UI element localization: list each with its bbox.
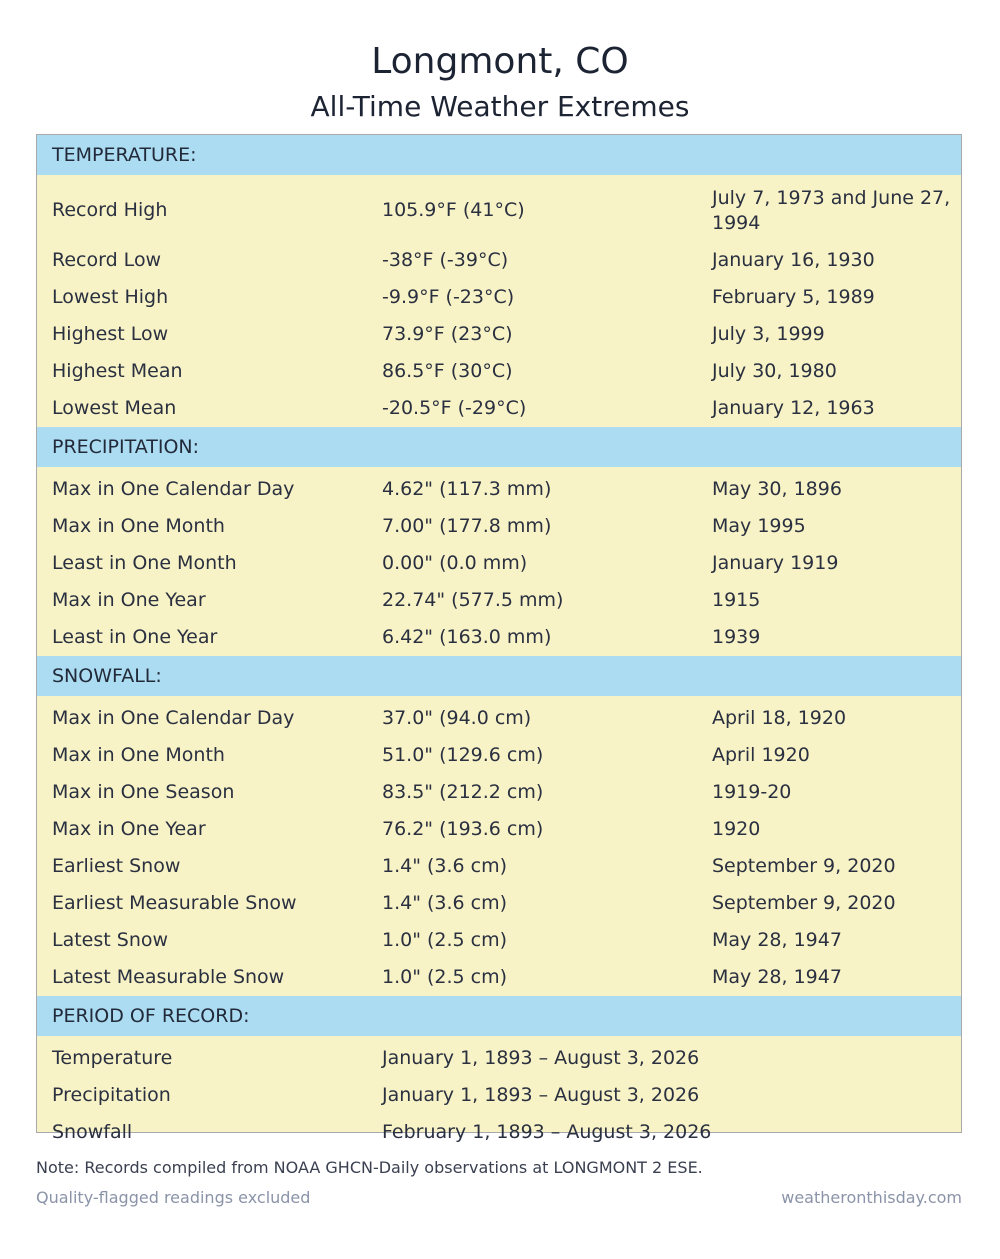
table-row [37,885,961,922]
row-date: April 1920 [712,744,810,766]
row-label: Earliest Snow [52,855,181,877]
section-header-period: PERIOD OF RECORD: [37,996,961,1036]
row-date: May 28, 1947 [712,966,842,988]
table-row [37,508,961,545]
table-row [37,922,961,959]
row-date: 1919-20 [712,781,792,803]
row-date: May 30, 1896 [712,478,842,500]
row-label: Max in One Month [52,515,225,537]
row-value: 76.2" (193.6 cm) [382,818,544,840]
row-value: 83.5" (212.2 cm) [382,781,544,803]
row-date: January 12, 1963 [712,397,875,419]
row-label: Lowest Mean [52,397,177,419]
row-value: -9.9°F (-23°C) [382,286,515,308]
table-row [37,1114,961,1151]
table-row [37,279,961,316]
row-date: July 30, 1980 [712,360,837,382]
row-value: 37.0" (94.0 cm) [382,707,532,729]
row-label: Latest Measurable Snow [52,966,285,988]
table-row [37,774,961,811]
row-label: Precipitation [52,1084,171,1106]
table-row [37,471,961,508]
row-value: 7.00" (177.8 mm) [382,515,552,537]
row-value: 22.74" (577.5 mm) [382,589,564,611]
row-date: July 7, 1973 and June 27, 1994 [712,186,951,234]
row-date: April 18, 1920 [712,707,847,729]
row-date: January 16, 1930 [712,249,875,271]
row-label: Temperature [52,1047,173,1069]
row-value: 1.0" (2.5 cm) [382,966,508,988]
row-date: July 3, 1999 [712,323,825,345]
row-date: 1920 [712,818,761,840]
row-value: 51.0" (129.6 cm) [382,744,544,766]
table-row [37,848,961,885]
table-row [37,353,961,390]
row-date: September 9, 2020 [712,855,896,877]
row-label: Record High [52,199,168,221]
page-subtitle: All-Time Weather Extremes [310,90,690,123]
table-row [37,582,961,619]
footer-site-link[interactable]: weatheronthisday.com [781,1188,962,1207]
footer-quality-note: Quality-flagged readings excluded [36,1188,311,1207]
row-label: Highest Low [52,323,169,345]
section-header-temperature: TEMPERATURE: [37,135,961,175]
table-row [37,700,961,737]
row-label: Least in One Year [52,626,218,648]
row-label: Max in One Calendar Day [52,478,295,500]
row-range: February 1, 1893 – August 3, 2026 [382,1121,712,1143]
section-header-precipitation: PRECIPITATION: [37,427,961,467]
row-range: January 1, 1893 – August 3, 2026 [382,1084,700,1106]
row-value: -38°F (-39°C) [382,249,509,271]
row-value: 4.62" (117.3 mm) [382,478,552,500]
row-label: Record Low [52,249,162,271]
row-value: -20.5°F (-29°C) [382,397,527,419]
row-label: Least in One Month [52,552,237,574]
row-value: 6.42" (163.0 mm) [382,626,552,648]
table-row [37,1040,961,1077]
row-value: 0.00" (0.0 mm) [382,552,528,574]
row-label: Max in One Year [52,818,206,840]
table-row [37,316,961,353]
section-header-snowfall: SNOWFALL: [37,656,961,696]
extremes-table [36,134,962,1143]
row-value: 1.4" (3.6 cm) [382,892,508,914]
table-row [37,179,961,242]
table-row [37,737,961,774]
row-date: February 5, 1989 [712,286,875,308]
row-date: May 1995 [712,515,806,537]
page-title: Longmont, CO [371,41,629,82]
row-date: January 1919 [712,552,839,574]
row-label: Snowfall [52,1121,133,1143]
table-row [37,959,961,996]
table-row [37,1077,961,1114]
row-label: Lowest High [52,286,169,308]
table-row [37,811,961,848]
row-label: Max in One Month [52,744,225,766]
row-date: 1915 [712,589,761,611]
row-label: Earliest Measurable Snow [52,892,297,914]
row-value: 86.5°F (30°C) [382,360,513,382]
row-value: 1.4" (3.6 cm) [382,855,508,877]
table-row [37,242,961,279]
row-label: Max in One Season [52,781,235,803]
row-date: September 9, 2020 [712,892,896,914]
row-value: 1.0" (2.5 cm) [382,929,508,951]
table-row [37,545,961,582]
row-label: Latest Snow [52,929,169,951]
row-range: January 1, 1893 – August 3, 2026 [382,1047,700,1069]
row-date: 1939 [712,626,761,648]
row-date: May 28, 1947 [712,929,842,951]
row-label: Max in One Year [52,589,206,611]
row-value: 73.9°F (23°C) [382,323,513,345]
row-label: Max in One Calendar Day [52,707,295,729]
footer-note: Note: Records compiled from NOAA GHCN-Daily observations at LONGMONT 2 ESE. [36,1158,703,1177]
table-row [37,619,961,656]
row-label: Highest Mean [52,360,183,382]
table-row [37,390,961,427]
row-value: 105.9°F (41°C) [382,199,525,221]
